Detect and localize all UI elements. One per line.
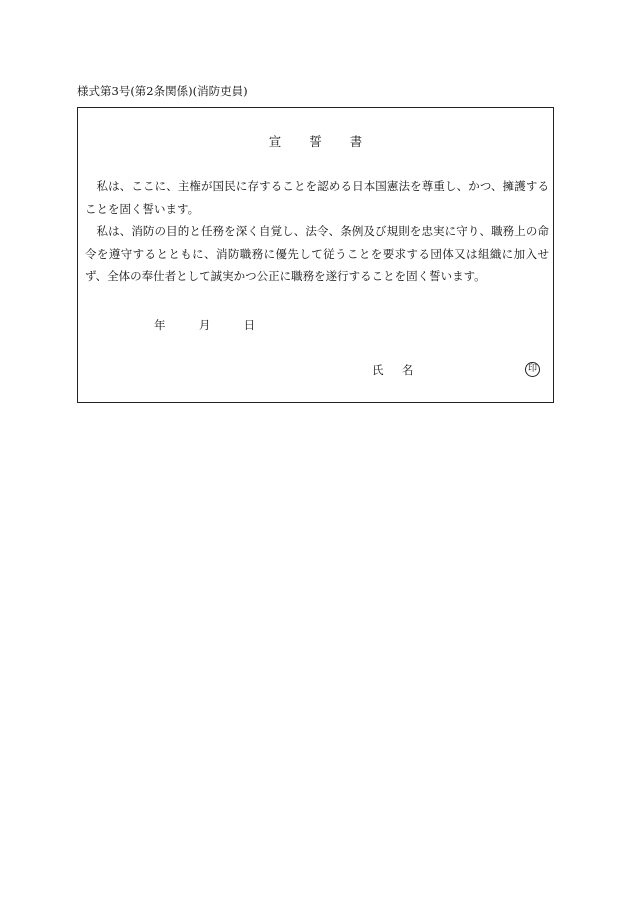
form-number-label: 様式第3号(第2条関係)(消防吏員) — [77, 84, 248, 98]
oath-paragraph-duty: 私は、消防の目的と任務を深く自覚し、法令、条例及び規則を忠実に守り、職務上の命令を遵守するとともに、消防職務に優先して従うことを要求する団体又は組織に加入せず、全体の奉仕者として誠実かつ公正に職務を遂行することを固く誓います。 — [85, 224, 549, 283]
name-label-char: 氏 — [372, 363, 384, 377]
seal-mark-icon: 印 — [525, 362, 540, 377]
oath-paragraph-constitution: 私は、ここに、主権が国民に存することを認める日本国憲法を尊重し、かつ、擁護することを固く誓います。 — [85, 179, 549, 216]
name-line — [372, 362, 413, 378]
oath-body — [85, 175, 549, 288]
title-char: 書 — [349, 134, 363, 149]
document-title — [78, 132, 553, 150]
title-char: 誓 — [309, 134, 322, 149]
date-line — [154, 317, 255, 333]
title-char: 宣 — [268, 134, 282, 149]
name-label-char: 名 — [401, 363, 414, 377]
day-label: 日 — [243, 318, 256, 332]
month-label: 月 — [198, 318, 211, 332]
year-label: 年 — [154, 318, 166, 332]
oath-document-frame — [77, 107, 554, 403]
